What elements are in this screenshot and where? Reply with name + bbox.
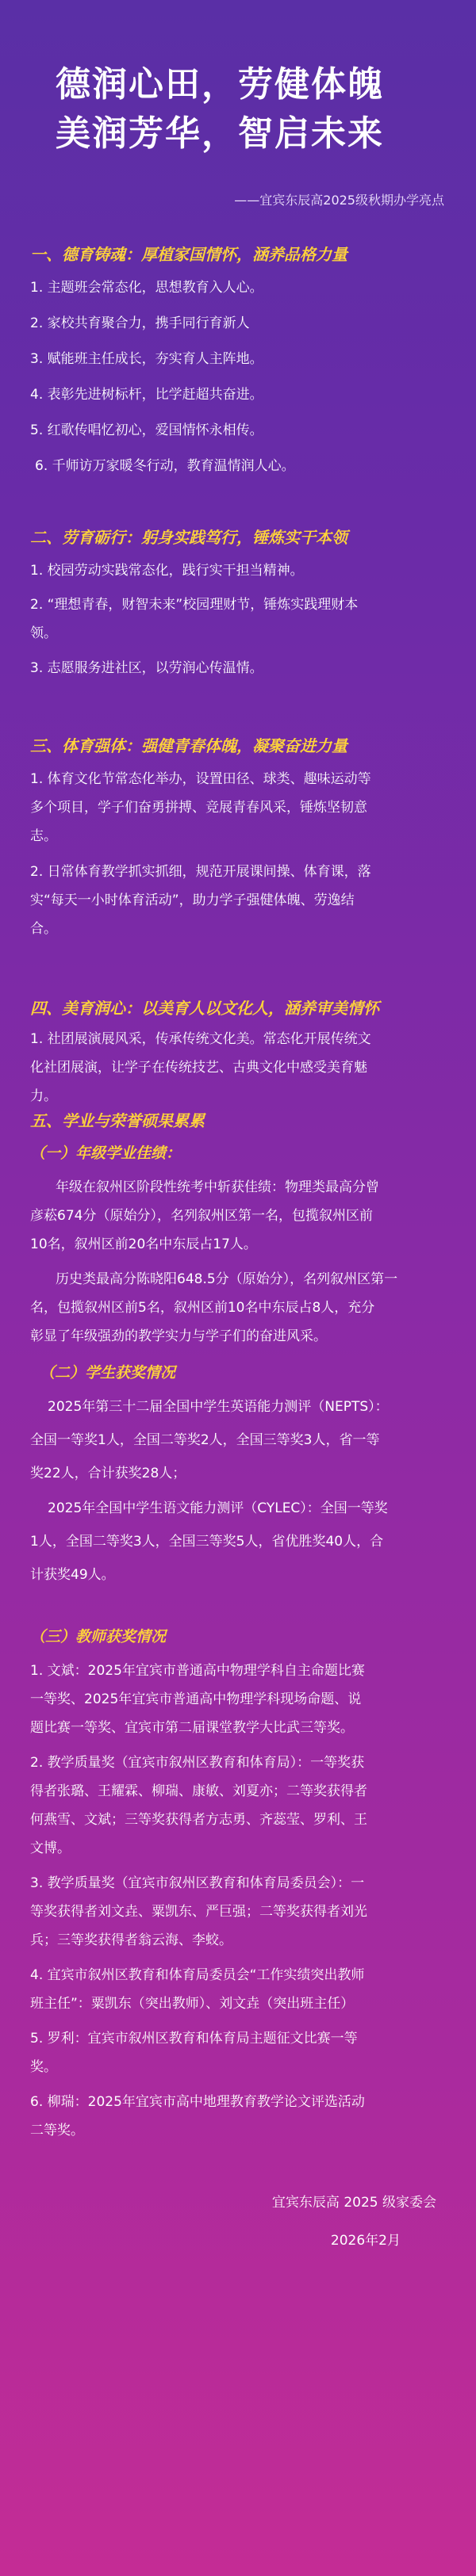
sub-3-line: 等奖获得者刘文垚、粟凯东、严巨强；二等奖获得者刘光 (30, 1904, 367, 1920)
sub-1-line: 10名，叙州区前20名中东辰占17人。 (30, 1236, 257, 1252)
section-2-title: 二、劳育砺行：躬身实践笃行，锤炼实干本领 (30, 528, 347, 547)
sub-1-line: 彦菘674分（原始分），名列叙州区第一名，包揽叙州区前 (30, 1208, 373, 1224)
sub-3-line: 奖。 (30, 2059, 57, 2075)
sub-2-line: 计获奖49人。 (30, 1567, 115, 1583)
sub-3-line: 1. 文斌：2025年宜宾市普通高中物理学科自主命题比赛 (30, 1663, 365, 1679)
section-3-item: 合。 (30, 921, 57, 937)
section-1-item: 2. 家校共育聚合力，携手同行育新人 (30, 315, 250, 331)
page-title-line-2: 美润芳华，智启未来 (56, 113, 384, 154)
sub-3-line: 得者张璐、王耀霖、柳瑞、康敏、刘夏亦；二等奖获得者 (30, 1783, 367, 1799)
page-title-line-1: 德润心田，劳健体魄 (56, 64, 384, 105)
sub-1-line: 名，包揽叙州区前5名，叙州区前10名中东辰占8人，充分 (30, 1300, 375, 1316)
section-2-item: 3. 志愿服务进社区，以劳润心传温情。 (30, 660, 263, 676)
footer-date: 2026年2月 (330, 2233, 401, 2249)
section-3-item: 实“每天一小时体育活动”，助力学子强健体魄、劳逸结 (30, 892, 355, 908)
section-4-item: 1. 社团展演展风采，传承传统文化美。常态化开展传统文 (30, 1031, 371, 1047)
sub-3-line: 5. 罗利：宜宾市叙州区教育和体育局主题征文比赛一等 (30, 2031, 358, 2047)
sub-2-line: 奖22人，合计获奖28人； (30, 1466, 186, 1481)
sub-3-line: 何燕雪、文斌；三等奖获得者方志勇、齐蕊莹、罗利、王 (30, 1812, 367, 1828)
section-3-item: 1. 体育文化节常态化举办，设置田径、球类、趣味运动等 (30, 771, 371, 787)
section-1-item: 5. 红歌传唱忆初心，爱国情怀永相传。 (30, 422, 263, 438)
sub-3-line: 3. 教学质量奖（宜宾市叙州区教育和体育局委员会）：一 (30, 1875, 365, 1891)
section-5-title: 五、学业与荣誉硕果累累 (30, 1111, 205, 1130)
section-5-sub-1-title: （一）年级学业佳绩： (30, 1145, 182, 1162)
sub-2-line: 全国一等奖1人，全国二等奖2人，全国三等奖3人，省一等 (30, 1432, 380, 1448)
sub-1-line: 年级在叙州区阶段性统考中斩获佳绩：物理类最高分曾 (56, 1179, 379, 1195)
sub-3-line: 文博。 (30, 1840, 71, 1856)
section-3-title: 三、体育强体：强健青春体魄，凝聚奋进力量 (30, 736, 347, 755)
sub-3-line: 二等奖。 (30, 2123, 84, 2138)
section-1-item: 3. 赋能班主任成长，夯实育人主阵地。 (30, 351, 263, 367)
sub-3-line: 2. 教学质量奖（宜宾市叙州区教育和体育局）：一等奖获 (30, 1755, 365, 1771)
sub-3-line: 兵；三等奖获得者翁云海、李蛟。 (30, 1932, 232, 1948)
page-subtitle: ——宜宾东辰高2025级秋期办学亮点 (234, 193, 444, 208)
sub-2-line: 2025年全国中学生语文能力测评（CYLEC）：全国一等奖 (48, 1500, 388, 1516)
section-2-item: 领。 (30, 625, 57, 641)
section-1-item: 1. 主题班会常态化，思想教育入人心。 (30, 280, 263, 296)
section-5-sub-2-title: （二）学生获奖情况 (40, 1364, 176, 1382)
sub-3-line: 4. 宜宾市叙州区教育和体育局委员会“工作实绩突出教师 (30, 1967, 365, 1983)
sub-3-line: 一等奖、2025年宜宾市普通高中物理学科现场命题、说 (30, 1691, 362, 1707)
section-4-item: 化社团展演，让学子在传统技艺、古典文化中感受美育魅 (30, 1060, 367, 1076)
section-4-item: 力。 (30, 1088, 57, 1104)
section-1-title: 一、德育铸魂：厚植家国情怀，涵养品格力量 (30, 245, 347, 264)
sub-3-line: 班主任”：粟凯东（突出教师）、刘文垚（突出班主任） (30, 1996, 355, 2012)
section-1-item: 4. 表彰先进树标杆，比学赶超共奋进。 (30, 387, 263, 403)
sub-1-line: 历史类最高分陈晓阳648.5分（原始分），名列叙州区第一 (56, 1271, 398, 1287)
section-3-item: 志。 (30, 828, 57, 844)
footer-org: 宜宾东辰高 2025 级家委会 (271, 2195, 436, 2211)
sub-2-line: 1人，全国二等奖3人，全国三等奖5人，省优胜奖40人，合 (30, 1534, 384, 1550)
section-3-item: 2. 日常体育教学抓实抓细，规范开展课间操、体育课，落 (30, 864, 371, 880)
sub-3-line: 6. 柳瑞：2025年宜宾市高中地理教育教学论文评选活动 (30, 2094, 365, 2110)
section-1-item: 6. 千师访万家暖冬行动，教育温情润人心。 (35, 458, 295, 474)
section-3-item: 多个项目，学子们奋勇拼搏、竞展青春风采，锤炼坚韧意 (30, 800, 367, 816)
section-2-item: 1. 校园劳动实践常态化，践行实干担当精神。 (30, 563, 304, 579)
section-4-title: 四、美育润心：以美育人以文化人，涵养审美情怀 (30, 999, 379, 1018)
section-2-item: 2. “理想青春，财智未来”校园理财节，锤炼实践理财本 (30, 597, 359, 613)
section-5-sub-3-title: （三）教师获奖情况 (30, 1628, 167, 1645)
sub-3-line: 题比赛一等奖、宜宾市第二届课堂教学大比武三等奖。 (30, 1720, 354, 1736)
sub-2-line: 2025年第三十二届全国中学生英语能力测评（NEPTS）： (48, 1399, 389, 1415)
sub-1-line: 彰显了年级强劲的教学实力与学子们的奋进风采。 (30, 1328, 327, 1344)
